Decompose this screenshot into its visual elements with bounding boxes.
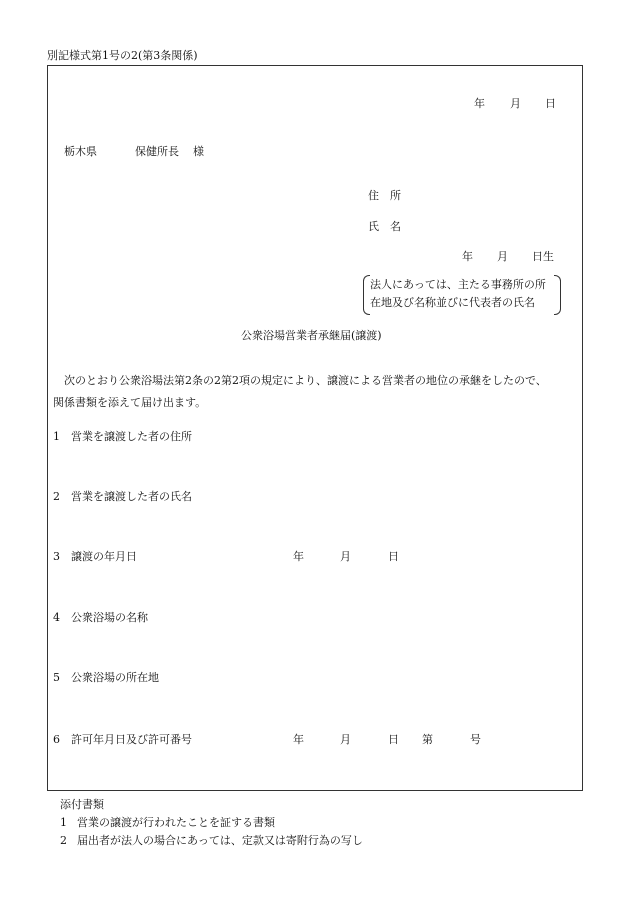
date-year-label: 年 xyxy=(474,97,485,110)
item-5-label: 公衆浴場の所在地 xyxy=(71,671,159,684)
item-2-number: 2 xyxy=(53,490,60,503)
birth-month-label: 月 xyxy=(497,250,508,263)
right-bracket xyxy=(554,275,561,315)
item-4-label: 公衆浴場の名称 xyxy=(71,611,148,624)
date-day-label: 日 xyxy=(545,97,556,110)
item-3-day: 日 xyxy=(388,550,399,563)
corporation-note xyxy=(363,275,561,315)
addressee-prefecture: 栃木県 xyxy=(64,145,97,158)
item-5-number: 5 xyxy=(53,671,60,684)
item-6-number-prefix: 第 xyxy=(422,733,433,746)
addressee-office: 保健所長 xyxy=(135,145,179,158)
birth-year-label: 年 xyxy=(462,250,473,263)
applicant-address-label: 住 所 xyxy=(368,189,401,202)
corporation-note-line2: 在地及び名称並びに代表者の氏名 xyxy=(370,296,535,309)
item-6-month: 月 xyxy=(340,733,351,746)
left-bracket xyxy=(363,275,370,315)
addressee-honorific: 様 xyxy=(193,145,204,158)
item-6-year: 年 xyxy=(293,733,304,746)
item-6-label: 許可年月日及び許可番号 xyxy=(71,733,192,746)
form-title: 公衆浴場営業者承継届(譲渡) xyxy=(241,329,382,342)
item-1-number: 1 xyxy=(53,430,60,443)
body-line1: 次のとおり公衆浴場法第2条の2第2項の規定により、譲渡による営業者の地位の承継をしたので、 xyxy=(64,374,547,387)
applicant-name-label: 氏 名 xyxy=(368,220,401,233)
birth-day-label: 日生 xyxy=(532,250,554,263)
item-3-label: 譲渡の年月日 xyxy=(71,550,137,563)
corporation-note-line1: 法人にあっては、主たる事務所の所 xyxy=(370,278,546,291)
attachment-1-text: 営業の譲渡が行われたことを証する書類 xyxy=(77,816,275,829)
item-4-number: 4 xyxy=(53,611,60,624)
date-month-label: 月 xyxy=(510,97,521,110)
body-line2: 関係書類を添えて届け出ます。 xyxy=(53,396,207,409)
attachment-2-number: 2 xyxy=(60,834,67,847)
corporation-note-text xyxy=(370,276,546,312)
attachment-2-text: 届出者が法人の場合にあっては、定款又は寄附行為の写し xyxy=(77,834,363,847)
form-label: 別記様式第1号の2(第3条関係) xyxy=(47,49,198,62)
item-3-number: 3 xyxy=(53,550,60,563)
item-1-label: 営業を譲渡した者の住所 xyxy=(71,430,192,443)
item-6-number-suffix: 号 xyxy=(470,733,481,746)
item-6-number: 6 xyxy=(53,733,60,746)
attachments-title: 添付書類 xyxy=(60,798,104,811)
item-2-label: 営業を譲渡した者の氏名 xyxy=(71,490,192,503)
item-3-month: 月 xyxy=(340,550,351,563)
attachment-1-number: 1 xyxy=(60,816,67,829)
item-3-year: 年 xyxy=(293,550,304,563)
item-6-day: 日 xyxy=(388,733,399,746)
